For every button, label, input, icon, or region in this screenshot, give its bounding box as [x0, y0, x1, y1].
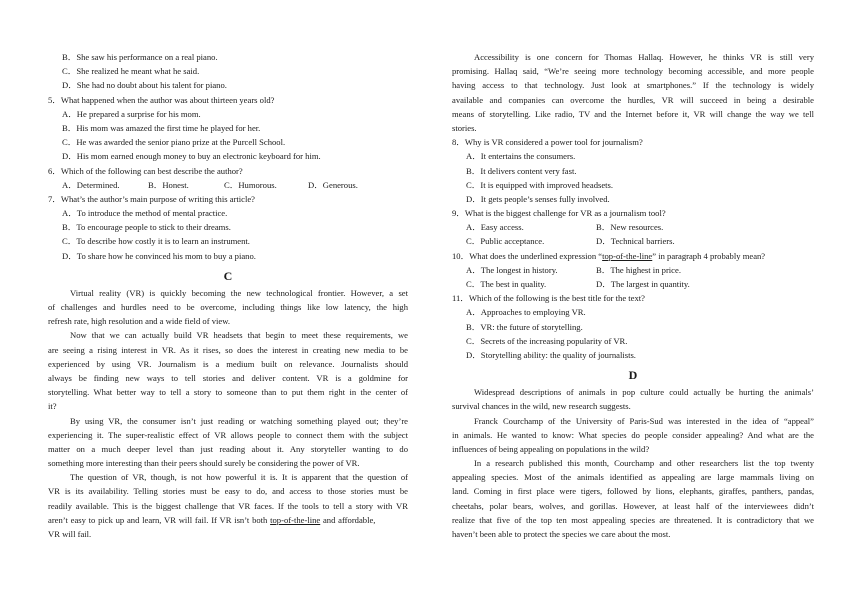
q11-option-b: B．VR: the future of storytelling.	[466, 321, 583, 332]
top-of-the-line-underlined: top-of-the-line	[270, 514, 321, 525]
c-p5-line-3: having access to that technology. Just look at smartphones.” If the technology is widely	[452, 80, 814, 91]
c-p3-line-2: experiencing it. The super-realistic effect of VR allows people to connect them with the subject	[48, 429, 408, 440]
q10-option-d: D．The largest in quantity.	[596, 279, 690, 289]
q10-option-a: A．The longest in history.	[466, 264, 558, 275]
c-p2-line-1: Now that we can actually build VR headsets that begin to meet these requirements, we	[70, 330, 408, 341]
d-p1-line-1: Widespread descriptions of animals in pop culture could actually be hurting the animals’	[474, 387, 814, 398]
q7-option-c: C．To describe how costly it is to learn an instrument.	[62, 236, 250, 247]
section-c-heading: C	[223, 268, 233, 283]
c-p4-line-4-text: aren’t easy to pick up and learn, VR will fail. If VR isn’t both	[48, 514, 268, 525]
q9-option-c: C．Public acceptance.	[466, 236, 545, 247]
c-p4-line-3: readily available. This is the biggest challenge that VR faces. If the tools to tell a story with VR	[48, 500, 408, 511]
c-p4-line-1: The question of VR, though, is not how powerful it is. It is apparent that the question of	[70, 472, 408, 483]
c-p4-line-4	[48, 513, 408, 527]
c-p1-line-3: refresh rate, high resolution and a wide field of view.	[48, 316, 230, 327]
q5-question: 5．What happened when the author was about thirteen years old?	[48, 94, 275, 105]
q9-option-b: B．New resources.	[596, 222, 664, 233]
d-p3-line-2: appealing species. Most of the animals identified as appealing are large mammals living on	[452, 472, 814, 483]
q8-option-c: C．It is equipped with improved headsets.	[466, 179, 614, 190]
d-p1-line-2: survival chances in the wild, new research suggests.	[452, 401, 631, 412]
q7-option-a: A．To introduce the method of mental practice.	[62, 208, 228, 219]
c-p1-line-2: of challenges and hurdles need to be overcome, including things like low latency, the high	[48, 302, 408, 312]
q4-option-b: B．She saw his performance on a real piano.	[62, 52, 218, 62]
c-p4-line-2: VR is its availability. Telling stories must be easy to do, and access to those stories must be	[48, 486, 408, 497]
q5-option-b: B．His mom was amazed the first time he played for her.	[62, 122, 261, 133]
d-p3-line-1: In a research published this month, Courchamp and other researchers list the top twenty	[474, 458, 814, 469]
d-p3-line-4: cheetahs, polar bears, wolves, and gorillas. However, at least half of the interviewees didn’t	[452, 500, 814, 511]
q10-question-before: 10．What does the underlined expression “	[452, 250, 603, 261]
c-p3-line-1: By using VR, the consumer isn’t just reading or watching something played out; they’re	[70, 415, 408, 426]
q6-option-a: A．Determined.	[62, 179, 120, 190]
q6-question: 6．Which of the following can best describe the author?	[48, 165, 243, 176]
d-p3-line-3: land. Coming in first place were tigers, followed by lions, elephants, giraffes, panthers, pandas,	[452, 486, 814, 497]
d-p2-line-3: influences of being appealing on populations in the wild?	[452, 443, 650, 454]
d-p3-line-5: realize that five of the top ten most appealing species are threatened. It is contradictory that we	[452, 514, 814, 525]
q4-option-d: D．She had no doubt about his talent for piano.	[62, 80, 227, 91]
q6-option-c: C．Humorous.	[224, 179, 277, 190]
c-p4-line-5: VR will fail.	[48, 529, 92, 539]
q11-option-d: D．Storytelling ability: the quality of journalists.	[466, 349, 636, 360]
c-p3-line-3: matter on a much deeper level than just reading about it. Any storyteller wanting to do	[48, 443, 408, 454]
q10-options-row-2	[452, 277, 814, 291]
q6-option-b: B．Honest.	[148, 179, 189, 190]
q10-question	[452, 249, 814, 263]
q9-option-d: D．Technical barriers.	[596, 236, 675, 247]
d-p2-line-1: Franck Courchamp of the University of Paris-Sud was interested in the idea of “appeal”	[474, 415, 814, 426]
c-p5-line-5: means of storytelling. Like radio, TV and the Internet before it, VR will change the way we tell	[452, 108, 814, 119]
c-p5-line-1: Accessibility is one concern for Thomas Hallaq. However, he thinks VR is still very	[474, 52, 814, 62]
q10-options-row-1	[452, 263, 814, 277]
q8-question: 8．Why is VR considered a power tool for journalism?	[452, 137, 643, 148]
q9-option-a: A．Easy access.	[466, 222, 524, 233]
q5-option-c: C．He was awarded the senior piano prize at the Purcell School.	[62, 137, 286, 148]
d-p3-line-6: haven’t been able to protect the species we care about the most.	[452, 529, 671, 539]
q10-question-after: ” in paragraph 4 probably mean?	[652, 250, 766, 261]
c-p5-line-4: available and companies can overcome the hurdles, VR will succeed in being a desirable	[452, 94, 814, 105]
d-p2-line-2: in animals. He wanted to know: What species do people consider appealing? And what are the	[452, 429, 814, 440]
q8-option-b: B．It delivers content very fast.	[466, 165, 577, 176]
q10-option-c: C．The best in quality.	[466, 279, 547, 289]
q9-options-row-1	[452, 220, 814, 234]
c-p2-line-5: storytelling. What better way to tell a story to someone than to put them right in the center of	[48, 387, 408, 398]
q7-question: 7．What’s the author’s main purpose of writing this article?	[48, 193, 255, 204]
q8-option-a: A．It entertains the consumers.	[466, 151, 576, 162]
q7-option-d: D．To share how he convinced his mom to buy a piano.	[62, 250, 256, 261]
q11-question: 11．Which of the following is the best title for the text?	[452, 293, 645, 304]
c-p3-line-4: something more interesting than their peers should surely be considering the power of VR.	[48, 458, 360, 469]
q5-option-d: D．His mom earned enough money to buy an electronic keyboard for him.	[62, 151, 321, 162]
q4-option-c: C．She realized he meant what he said.	[62, 66, 200, 77]
q8-option-d: D．It gets people’s senses fully involved.	[466, 193, 610, 204]
c-p1-line-1: Virtual reality (VR) is quickly becoming the new technological frontier. However, a set	[70, 287, 408, 298]
c-p2-line-4: always be finding new ways to tell stories and deliver content. VR is a goldmine for	[48, 372, 408, 383]
q10-underlined-expression: top-of-the-line	[602, 250, 653, 261]
q7-option-b: B．To encourage people to stick to their dreams.	[62, 222, 231, 233]
c-p2-line-3: experienced by using VR. Journalism is a medium built on relevance. Journalists should	[48, 358, 408, 369]
q5-option-a: A．He prepared a surprise for his mom.	[62, 108, 201, 119]
section-d-heading: D	[628, 368, 638, 383]
q10-option-b: B．The highest in price.	[596, 264, 681, 275]
q11-option-c: C．Secrets of the increasing popularity of VR.	[466, 335, 628, 346]
c-p2-line-2: are seeing a rising interest in VR. As it rises, so does the interest in creating new media to be	[48, 344, 408, 355]
right-column	[452, 50, 814, 541]
left-column	[48, 50, 408, 541]
c-p4-line-4-after: and affordable,	[320, 514, 376, 525]
q11-option-a: A．Approaches to employing VR.	[466, 307, 586, 318]
q6-option-d: D．Generous.	[308, 179, 358, 190]
q6-options	[48, 178, 408, 192]
c-p5-line-2: promising. Hallaq said, “We’re seeing more technology becoming accessible, and more people	[452, 66, 814, 77]
q9-question: 9．What is the biggest challenge for VR as a journalism tool?	[452, 208, 666, 219]
c-p5-line-6: stories.	[452, 122, 477, 133]
q9-options-row-2	[452, 234, 814, 248]
c-p2-line-6: it?	[48, 401, 57, 412]
